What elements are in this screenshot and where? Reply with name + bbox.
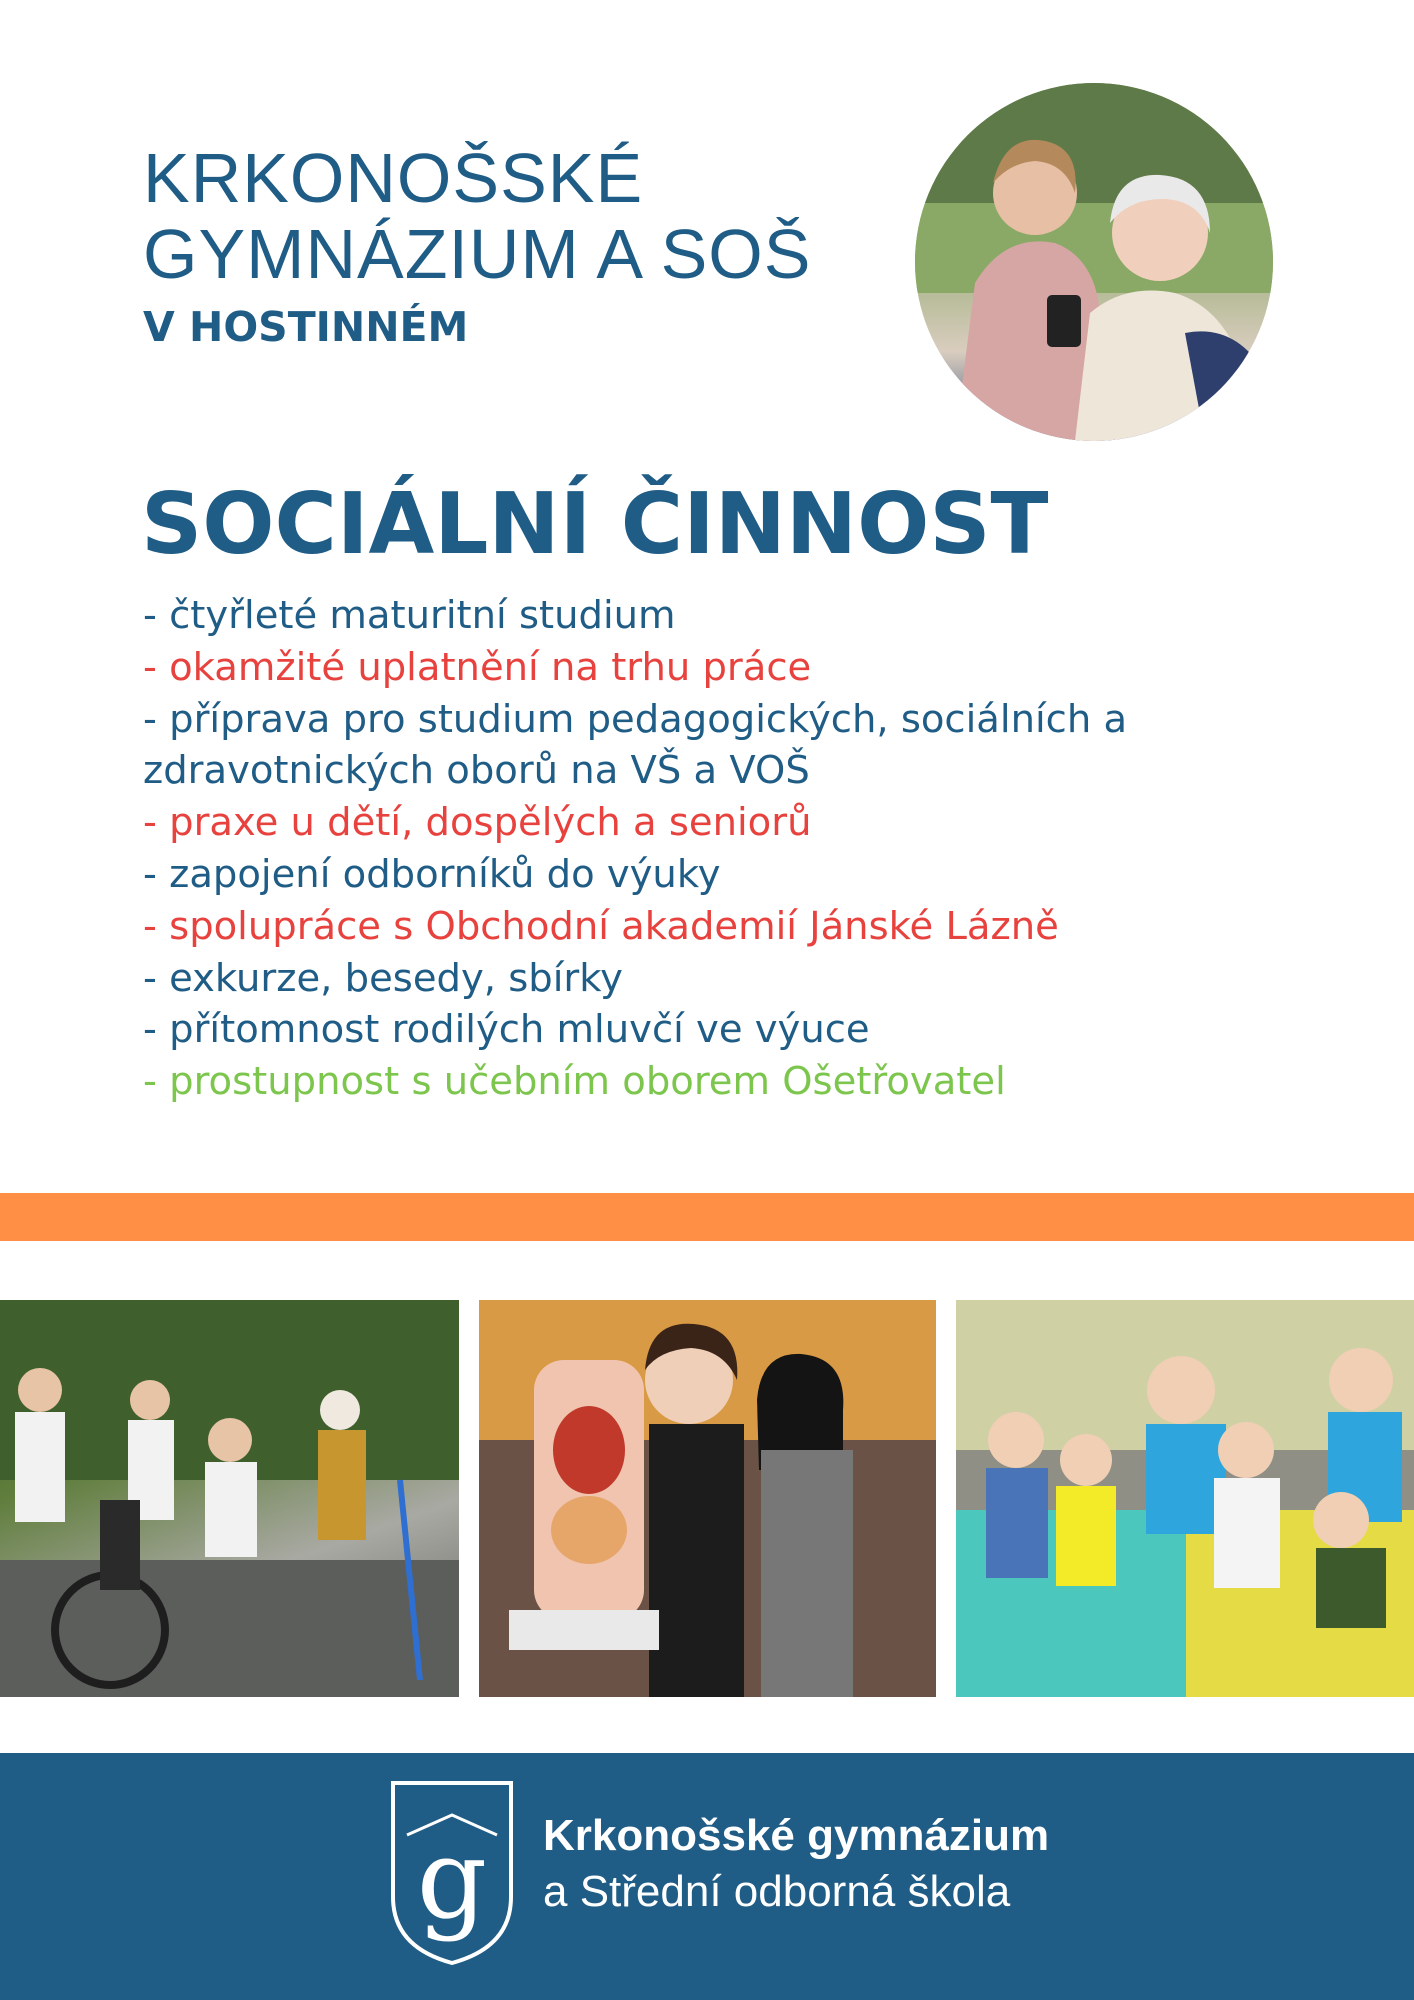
hero-photo-illustration <box>915 83 1273 441</box>
footer-school-name-block <box>543 1808 1049 1920</box>
feature-item-native-speakers: - přítomnost rodilých mluvčí ve výuce <box>143 1007 870 1053</box>
feature-item-experts: - zapojení odborníků do výuky <box>143 851 721 897</box>
orange-divider-band <box>0 1193 1414 1241</box>
school-logo-icon <box>387 1777 517 1967</box>
feature-item-four-year-study: - čtyřleté maturitní studium <box>143 593 676 638</box>
feature-item-cooperation: - spolupráce s Obchodní akademií Jánské Lázně <box>143 903 1059 949</box>
school-header <box>143 140 811 352</box>
photo-students-anatomy-model <box>479 1300 936 1697</box>
school-town: V HOSTINNÉM <box>143 303 469 351</box>
feature-item-practice: - praxe u dětí, dospělých a seniorů <box>143 800 812 846</box>
feature-item-university-prep: - příprava pro studium pedagogických, sociálních a zdravotnických oborů na VŠ a VOŠ <box>143 696 1128 794</box>
photo-students-wheelchair-illustration <box>0 1300 459 1697</box>
feature-item-excursions: - exkurze, besedy, sbírky <box>143 955 623 1001</box>
school-name-line-2: GYMNÁZIUM A SOŠ <box>143 215 812 293</box>
feature-item-transferability: - prostupnost s učebním oborem Ošetřovatel <box>143 1059 1006 1105</box>
photo-students-wheelchair <box>0 1300 459 1697</box>
school-name-line-1: KRKONOŠSKÉ <box>143 139 644 217</box>
photo-students-anatomy-model-illustration <box>479 1300 936 1697</box>
footer-school-name: Krkonošské gymnázium <box>543 1811 1050 1860</box>
feature-item-job-market: - okamžité uplatnění na trhu práce <box>143 644 812 690</box>
footer-school-subtitle: a Střední odborná škola <box>543 1867 1011 1916</box>
feature-list <box>143 590 1243 1108</box>
field-of-study-title: SOCIÁLNÍ ČINNOST <box>141 475 1049 574</box>
photo-children-playing <box>956 1300 1414 1697</box>
logo-letter: g <box>416 1815 488 1943</box>
hero-photo-caregiver-senior <box>915 83 1273 441</box>
photo-children-playing-illustration <box>956 1300 1414 1697</box>
